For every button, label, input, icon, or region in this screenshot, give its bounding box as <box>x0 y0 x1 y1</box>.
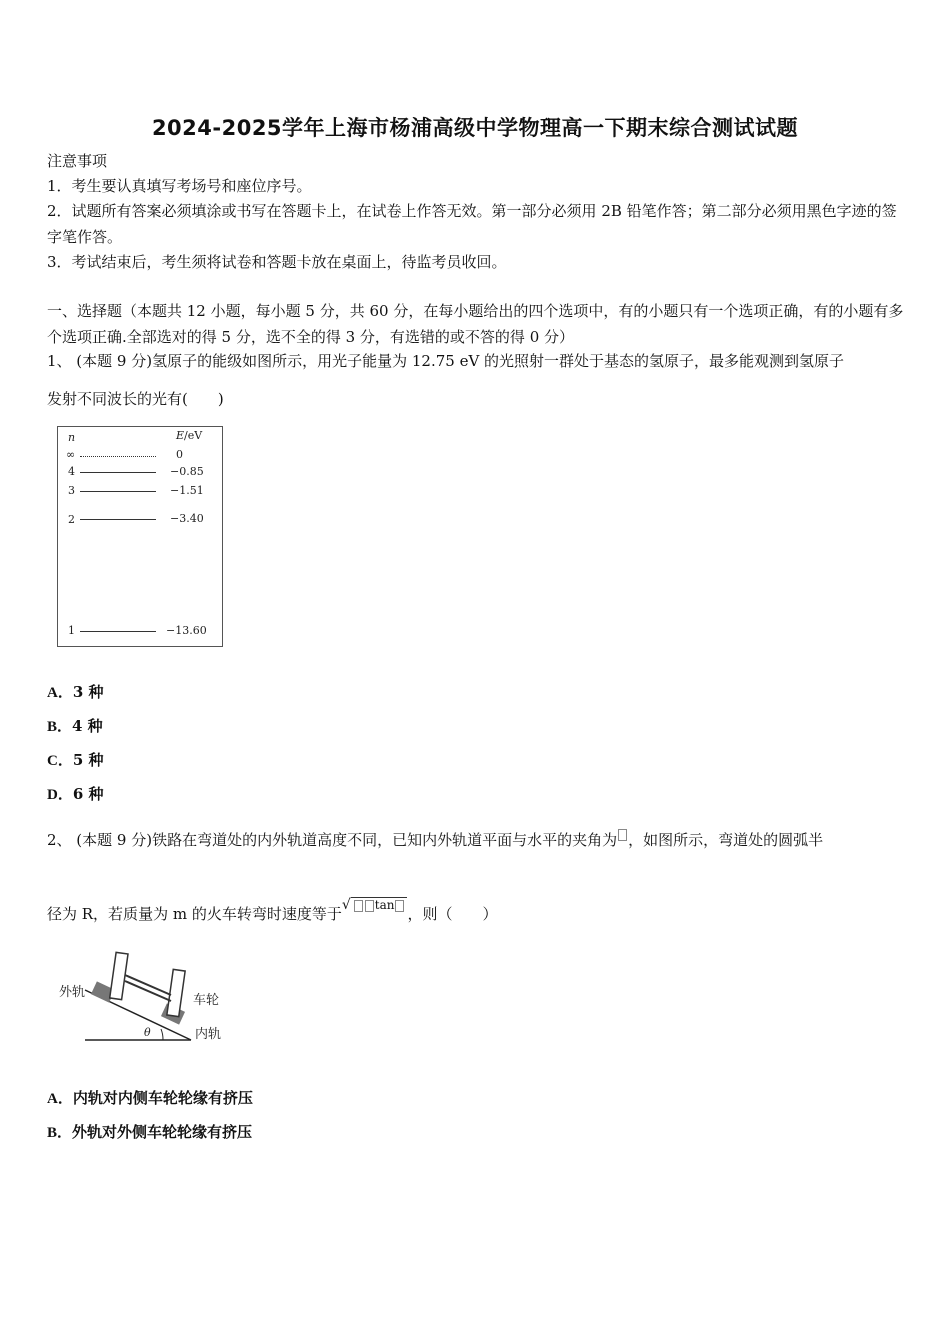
option-letter: A． <box>47 1091 73 1107</box>
label-wheel: 车轮 <box>193 993 220 1008</box>
label-outer-rail: 外轨 <box>59 985 86 1000</box>
level-line-4 <box>80 472 156 473</box>
inner-wheel <box>167 969 185 1016</box>
level-n-inf: ∞ <box>66 448 76 461</box>
missing-glyph-theta2 <box>395 900 404 912</box>
level-n-1: 1 <box>68 624 75 637</box>
level-line-1 <box>80 631 156 632</box>
notes-item-2: 2．试题所有答案必须填涂或书写在答题卡上，在试卷上作答无效。第一部分必须用 2B 铅笔作答；第二部分必须用黑色字迹的签字笔作答。 <box>47 202 897 246</box>
level-line-3 <box>80 491 156 492</box>
q2-option-a[interactable] <box>47 1087 253 1108</box>
q2-option-b[interactable] <box>47 1121 252 1142</box>
option-text: 5 种 <box>72 751 104 769</box>
label-inner-rail: 内轨 <box>195 1027 222 1042</box>
option-text: 3 种 <box>72 683 104 701</box>
q1-option-a[interactable] <box>47 681 104 702</box>
speed-formula: √ tan <box>342 892 408 918</box>
energy-level-diagram <box>57 426 223 647</box>
level-n-3: 3 <box>68 484 75 497</box>
option-letter: D． <box>47 787 73 803</box>
q2-stem-line1-b: ，如图所示，弯道处的圆弧半 <box>628 831 824 849</box>
option-letter: A． <box>47 685 73 701</box>
q1-stem-line2: 发射不同波长的光有( ) <box>47 390 224 408</box>
option-letter: B． <box>47 719 73 735</box>
option-letter: B． <box>47 1125 73 1141</box>
rail-figure <box>55 945 245 1050</box>
level-n-2: 2 <box>68 513 75 526</box>
q2-stem-line2 <box>47 897 498 928</box>
level-e-4: −0.85 <box>170 465 204 478</box>
section-heading: 一、选择题（本题共 12 小题，每小题 5 分，共 60 分，在每小题给出的四个选项中，有的小题只有一个选项正确，有的小题有多个选项正确.全部选对的得 5 分，选不全的得 3 分，有选错的或不答的得 0 分） <box>47 302 904 346</box>
level-e-1: −13.60 <box>166 624 207 637</box>
level-e-2: −3.40 <box>170 512 204 525</box>
option-text: 4 种 <box>72 717 103 735</box>
missing-glyph-r <box>365 900 374 912</box>
page-title: 2024-2025学年上海市杨浦高级中学物理高一下期末综合测试试题 <box>151 116 799 140</box>
level-n-4: 4 <box>68 465 75 478</box>
level-e-inf: 0 <box>176 448 183 461</box>
q1-stem-line1: 1、 (本题 9 分)氢原子的能级如图所示，用光子能量为 12.75 eV 的光照射一群处于基态的氢原子，最多能观测到氢原子 <box>47 352 845 370</box>
q1-option-d[interactable] <box>47 783 104 804</box>
label-angle: θ <box>144 1026 151 1039</box>
angle-arc <box>161 1029 163 1040</box>
q2-stem-line1-a: 2、 (本题 9 分)铁路在弯道处的内外轨道高度不同，已知内外轨道平面与水平的夹角为 <box>47 831 618 849</box>
notes-heading: 注意事项 <box>47 152 108 170</box>
option-text: 6 种 <box>72 785 104 803</box>
energy-axis-label: E/eV <box>176 429 203 442</box>
notes-item-1: 1．考生要认真填写考场号和座位序号。 <box>47 177 312 195</box>
notes-item-3: 3．考试结束后，考生须将试卷和答题卡放在桌面上，待监考员收回。 <box>47 253 507 271</box>
level-line-inf <box>80 456 156 457</box>
option-text: 内轨对内侧车轮轮缘有挤压 <box>72 1089 253 1107</box>
q2-stem-line2-a: 径为 R，若质量为 m 的火车转弯时速度等于 <box>47 905 342 923</box>
q1-option-b[interactable] <box>47 715 103 736</box>
missing-glyph-theta <box>618 829 627 841</box>
q2-stem-line1 <box>47 827 823 853</box>
q1-option-c[interactable] <box>47 749 104 770</box>
n-axis-label: n <box>68 431 76 444</box>
option-text: 外轨对外侧车轮轮缘有挤压 <box>72 1123 253 1141</box>
missing-glyph-g <box>354 900 363 912</box>
option-letter: C． <box>47 753 73 769</box>
level-line-2 <box>80 519 156 520</box>
level-e-3: −1.51 <box>170 484 204 497</box>
formula-tan: tan <box>374 898 395 912</box>
q2-stem-line2-b: ，则（ ） <box>407 905 498 923</box>
